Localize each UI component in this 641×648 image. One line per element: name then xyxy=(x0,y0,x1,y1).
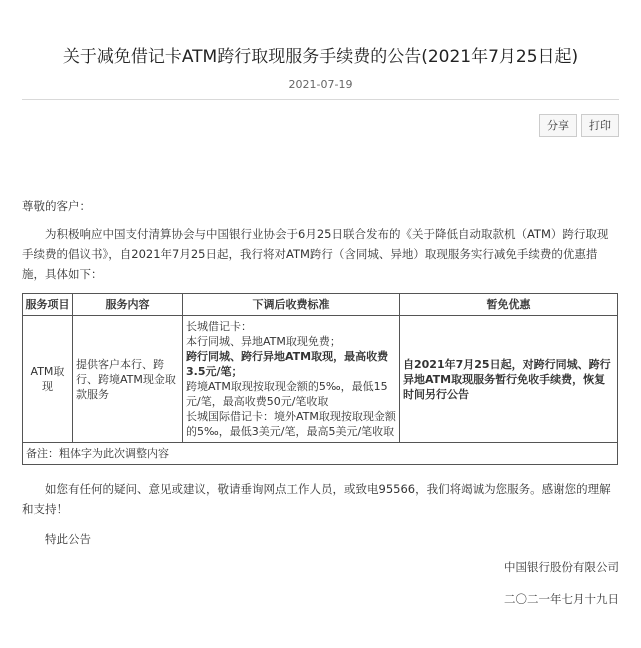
fee-table xyxy=(22,293,618,465)
share-button[interactable]: 分享 xyxy=(539,114,577,137)
article-body xyxy=(22,196,619,620)
signature-date: 二〇二一年七月十九日 xyxy=(504,591,619,606)
table-note-row xyxy=(23,443,618,465)
fee-line: 跨境ATM取现按取现金额的5‰，最低15元/笔，最高收费50元/笔收取 xyxy=(186,380,388,408)
cell-fee-standard xyxy=(183,316,400,443)
page-title: 关于减免借记卡ATM跨行取现服务手续费的公告(2021年7月25日起) xyxy=(62,47,579,67)
fee-line: 长城借记卡： xyxy=(186,320,252,333)
fee-line: 长城国际借记卡：境外ATM取现按取现金额的5‰，最低3美元/笔，最高5美元/笔收取 xyxy=(186,410,396,438)
cell-service-item: ATM取现 xyxy=(23,316,73,443)
title-divider xyxy=(22,99,619,100)
greeting: 尊敬的客户： xyxy=(22,199,91,213)
signature-bank: 中国银行股份有限公司 xyxy=(504,560,619,574)
publish-date: 2021-07-19 xyxy=(288,78,353,91)
table-note: 备注：粗体字为此次调整内容 xyxy=(23,443,618,465)
header-service-item: 服务项目 xyxy=(23,294,73,316)
fee-line: 本行同城、异地ATM取现免费； xyxy=(186,335,341,348)
toolbar xyxy=(539,114,619,137)
table-header-row xyxy=(23,294,618,316)
header-service-content: 服务内容 xyxy=(73,294,183,316)
cell-waiver: 自2021年7月25日起，对跨行同城、跨行异地ATM取现服务暂行免收手续费，恢复时间另行公告 xyxy=(400,316,618,443)
closing-paragraph: 如您有任何的疑问、意见或建议，敬请垂询网点工作人员，或致电95566，我们将竭诚为您服务。感谢您的理解和支持！ xyxy=(22,482,611,516)
print-button[interactable]: 打印 xyxy=(581,114,619,137)
header-fee-standard: 下调后收费标准 xyxy=(183,294,400,316)
cell-service-content: 提供客户本行、跨行、跨境ATM现金取款服务 xyxy=(73,316,183,443)
fee-line-bold: 跨行同城、跨行异地ATM取现，最高收费3.5元/笔； xyxy=(186,350,389,378)
special-notice: 特此公告 xyxy=(45,532,91,546)
table-row xyxy=(23,316,618,443)
intro-paragraph: 为积极响应中国支付清算协会与中国银行业协会于6月25日联合发布的《关于降低自动取款机（ATM）跨行取现手续费的倡议书》，自2021年7月25日起，我行将对ATM跨行（含同城、异地）取现服务实行减免手续费的优惠措施，具体如下： xyxy=(22,227,609,281)
header-waiver: 暂免优惠 xyxy=(400,294,618,316)
